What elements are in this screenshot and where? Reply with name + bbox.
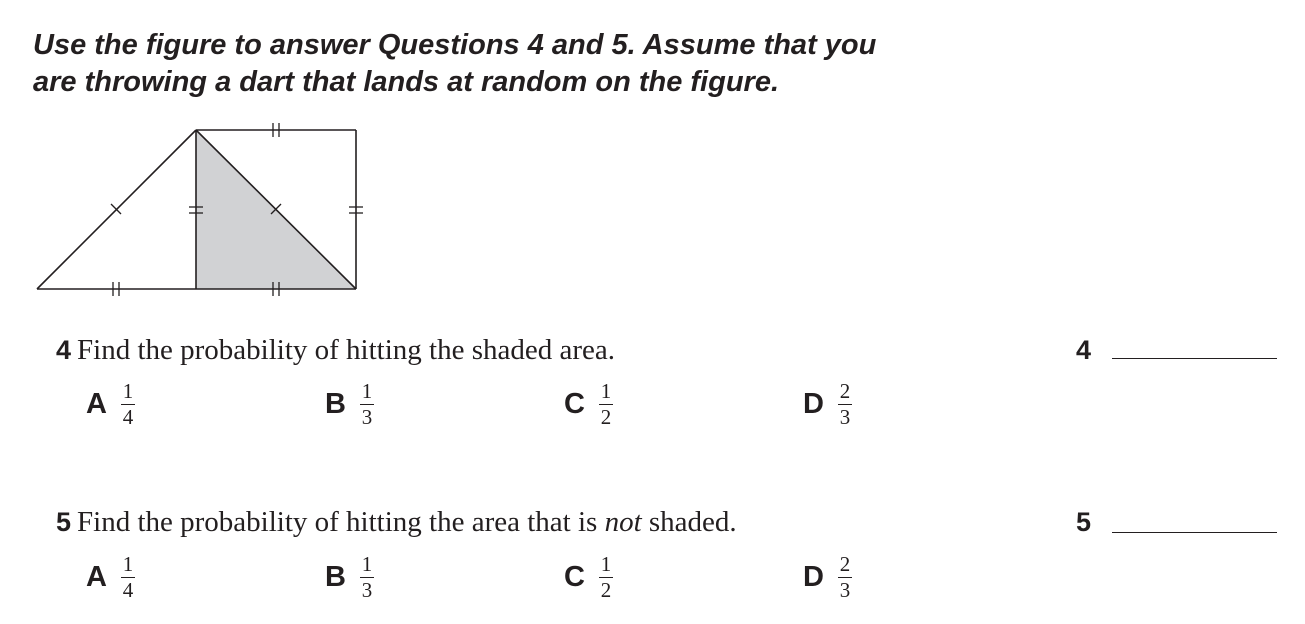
q5-choice-d-letter: D [803, 560, 824, 593]
q5-choice-c-letter: C [564, 560, 585, 593]
q5-choice-b-den: 3 [361, 578, 373, 602]
q4-choice-d[interactable] [803, 380, 852, 428]
q5-choice-a-letter: A [86, 560, 107, 593]
q4-choice-b-fraction [360, 380, 374, 428]
question-4-text: Find the probability of hitting the shaded area. [77, 334, 616, 366]
q4-choice-d-fraction [838, 380, 852, 428]
q5-choice-d-num: 2 [839, 552, 851, 576]
q5-choice-d-den: 3 [839, 578, 851, 602]
q4-choice-a-fraction [121, 380, 135, 428]
instructions [33, 27, 1033, 101]
q5-choice-c-fraction [599, 553, 613, 601]
question-5-number: 5 [56, 507, 72, 537]
q5-choice-c-num: 1 [600, 552, 612, 576]
q5-choice-c-den: 2 [600, 578, 612, 602]
instructions-line-2: are throwing a dart that lands at random on the figure. [33, 66, 780, 98]
answer-5-label: 5 [1076, 507, 1092, 537]
q4-choice-c-num: 1 [600, 379, 612, 403]
q4-choice-a-letter: A [86, 387, 107, 420]
q5-choice-a-num: 1 [122, 552, 134, 576]
q5-choice-d[interactable] [803, 553, 852, 601]
q5-choice-d-fraction [838, 553, 852, 601]
q5-choice-b-num: 1 [361, 552, 373, 576]
answer-4-label: 4 [1076, 335, 1092, 365]
answer-4-blank[interactable] [1112, 358, 1277, 359]
q4-choice-d-num: 2 [839, 379, 851, 403]
q5-choice-a-den: 4 [122, 578, 134, 602]
q4-choice-c[interactable] [564, 380, 613, 428]
q4-choice-b-num: 1 [361, 379, 373, 403]
q4-choice-c-letter: C [564, 387, 585, 420]
q4-choice-a-den: 4 [122, 405, 134, 429]
question-5-text-after: shaded. [641, 506, 737, 538]
instructions-line-1: Use the figure to answer Questions 4 and 5. Assume that you [33, 29, 877, 61]
q5-choice-b-fraction [360, 553, 374, 601]
question-4 [56, 334, 615, 367]
answer-5-blank[interactable] [1112, 532, 1277, 533]
question-4-number: 4 [56, 335, 72, 365]
q4-choice-a[interactable] [86, 380, 135, 428]
q5-choice-c[interactable] [564, 553, 613, 601]
question-5-text-before: Find the probability of hitting the area that is [77, 506, 605, 538]
dart-figure [30, 118, 370, 303]
q4-choice-c-den: 2 [600, 405, 612, 429]
q4-choice-b-letter: B [325, 387, 346, 420]
q4-choice-b[interactable] [325, 380, 374, 428]
q4-choice-a-num: 1 [122, 379, 134, 403]
q5-choice-a[interactable] [86, 553, 135, 601]
q5-choice-b[interactable] [325, 553, 374, 601]
q5-choice-b-letter: B [325, 560, 346, 593]
question-5 [56, 506, 737, 539]
q4-choice-c-fraction [599, 380, 613, 428]
q4-choice-b-den: 3 [361, 405, 373, 429]
q4-choice-d-den: 3 [839, 405, 851, 429]
q4-choice-d-letter: D [803, 387, 824, 420]
q5-choice-a-fraction [121, 553, 135, 601]
question-5-emphasis: not [604, 506, 642, 538]
